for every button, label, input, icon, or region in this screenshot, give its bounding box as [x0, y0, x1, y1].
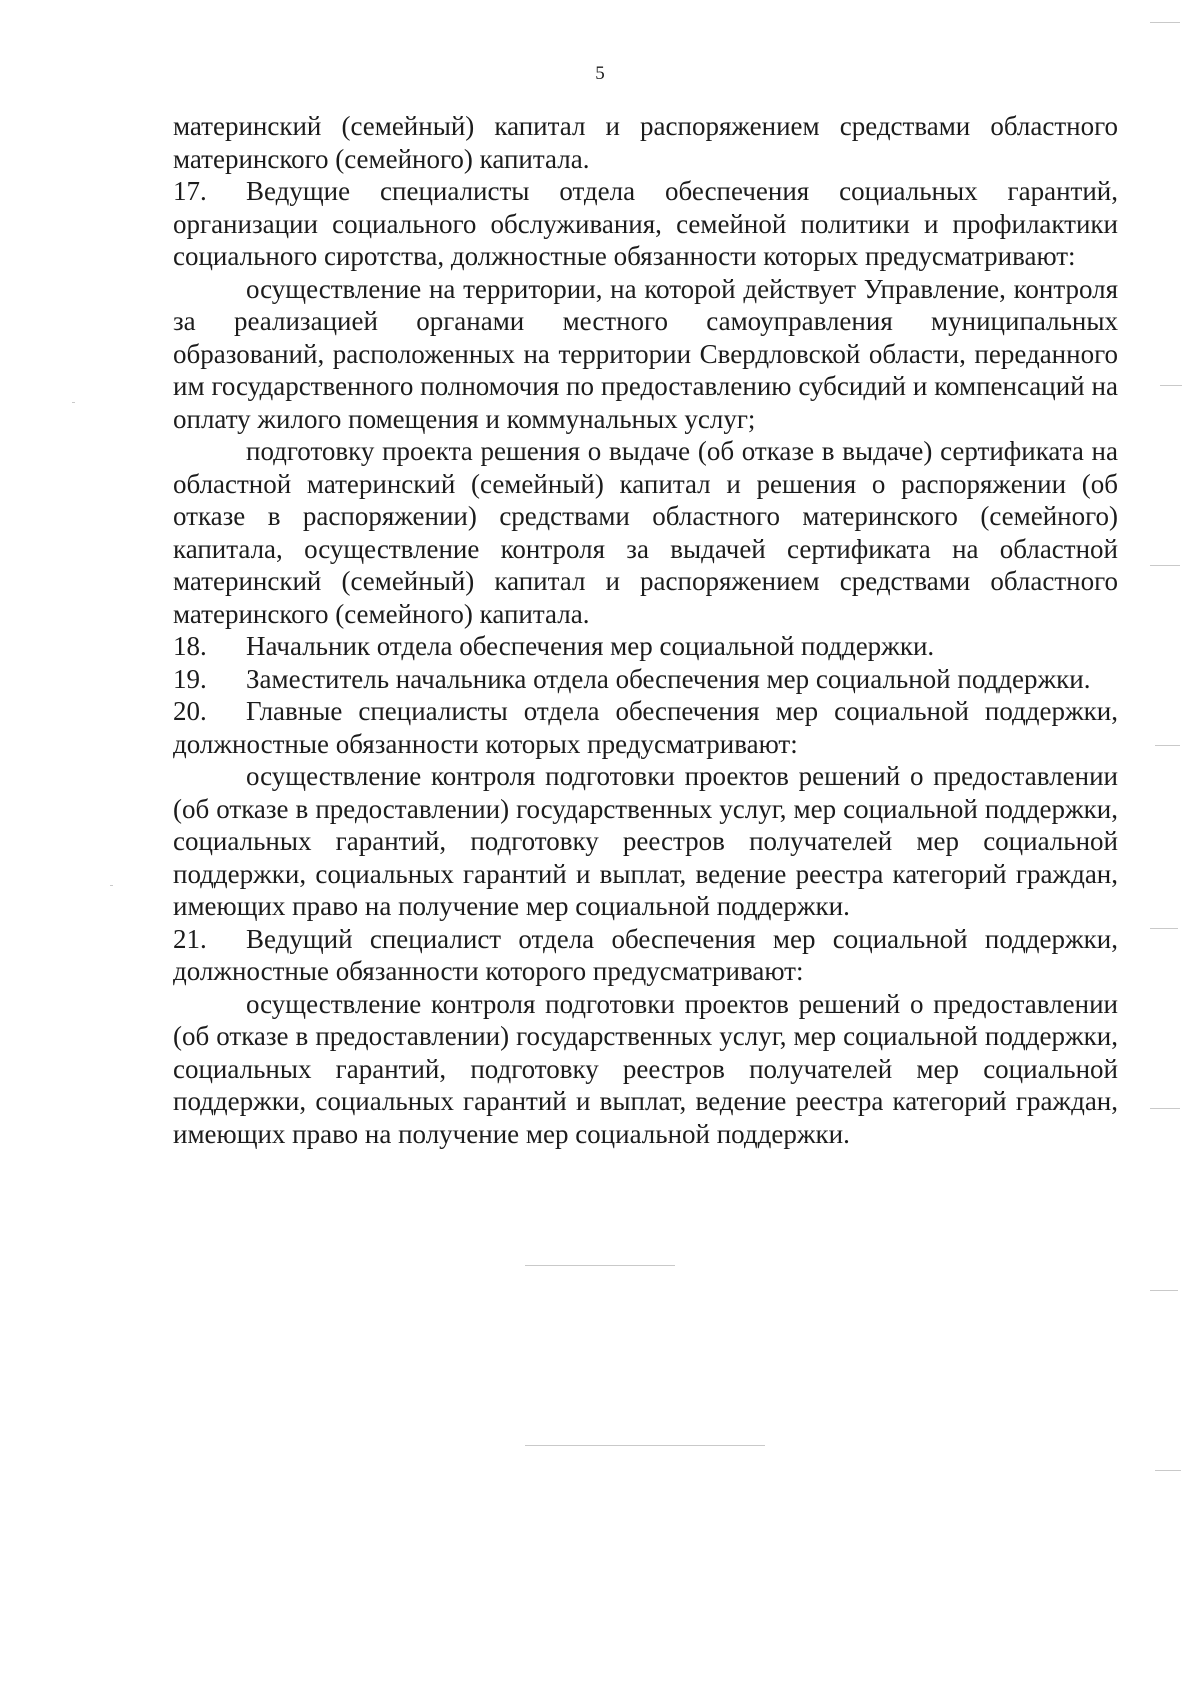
- list-item-19: [173, 663, 1118, 696]
- scan-speck: [1150, 1290, 1178, 1291]
- scan-speck: [110, 885, 113, 886]
- item-number: 18.: [173, 631, 207, 661]
- paragraph-continuation: материнский (семейный) капитал и распоряжением средствами областного материнского (семейного) капитала.: [173, 111, 1118, 174]
- item-text: Начальник отдела обеспечения мер социальной поддержки.: [246, 631, 935, 661]
- scan-speck: [1150, 22, 1180, 23]
- item-text: Главные специалисты отдела обеспечения мер социальной поддержки, должностные обязанности которых предусматривают:: [173, 696, 1118, 759]
- item-number: 19.: [173, 663, 207, 694]
- paragraph-duty: осуществление контроля подготовки проектов решений о предоставлении (об отказе в предоставлении) государственных услуг, мер социальной поддержки, социальных гарантий, подготовку реестров получателей мер социальной поддержки, социальных гарантий и выплат, ведение реестра категорий граждан, имеющих право на получение мер социальной поддержки.: [173, 761, 1118, 921]
- item-text: Ведущий специалист отдела обеспечения мер социальной поддержки, должностные обязанности которого предусматривают:: [173, 923, 1118, 986]
- scan-speck: [1155, 745, 1180, 746]
- scan-speck: [1155, 1470, 1181, 1471]
- scan-speck: [1150, 565, 1180, 566]
- scan-speck: [525, 1265, 675, 1266]
- list-item-20: [173, 695, 1118, 760]
- scan-speck: [525, 1445, 765, 1446]
- scan-speck: [1150, 928, 1178, 929]
- list-item-18: [173, 630, 1118, 663]
- paragraph-duty: осуществление контроля подготовки проектов решений о предоставлении (об отказе в предоставлении) государственных услуг, мер социальной поддержки, социальных гарантий, подготовку реестров получателей мер социальной поддержки, социальных гарантий и выплат, ведение реестра категорий граждан, имеющих право на получение мер социальной поддержки.: [173, 988, 1118, 1149]
- scan-speck: [1160, 385, 1182, 386]
- scan-speck: [72, 402, 75, 403]
- item-number: 17.: [173, 176, 207, 206]
- list-item-17: [173, 175, 1118, 273]
- paragraph-duty: осуществление на территории, на которой действует Управление, контроля за реализацией органами местного самоуправления муниципальных образований, расположенных на территории Свердловской области, переданного им государственного полномочия по предоставлению субсидий и компенсаций на оплату жилого помещения и коммунальных услуг;: [173, 273, 1118, 434]
- scan-speck: [1150, 1108, 1180, 1109]
- paragraph-duty: подготовку проекта решения о выдаче (об отказе в выдаче) сертификата на областной материнский (семейный) капитал и решения о распоряжении (об отказе в распоряжении) средствами областного материнского (семейного) капитала, осуществление контроля за выдачей сертификата на областной материнский (семейный) капитал и распоряжением средствами областного материнского (семейного) капитала.: [173, 436, 1118, 629]
- page-number: 5: [595, 63, 605, 84]
- item-number: 20.: [173, 696, 207, 726]
- item-text: Заместитель начальника отдела обеспечения мер социальной поддержки.: [246, 663, 1091, 694]
- document-body: [173, 110, 1118, 1150]
- list-item-21: [173, 923, 1118, 988]
- item-text: Ведущие специалисты отдела обеспечения социальных гарантий, организации социального обслуживания, семейной политики и профилактики социального сиротства, должностные обязанности которых предусматривают:: [173, 176, 1118, 271]
- item-number: 21.: [173, 923, 207, 954]
